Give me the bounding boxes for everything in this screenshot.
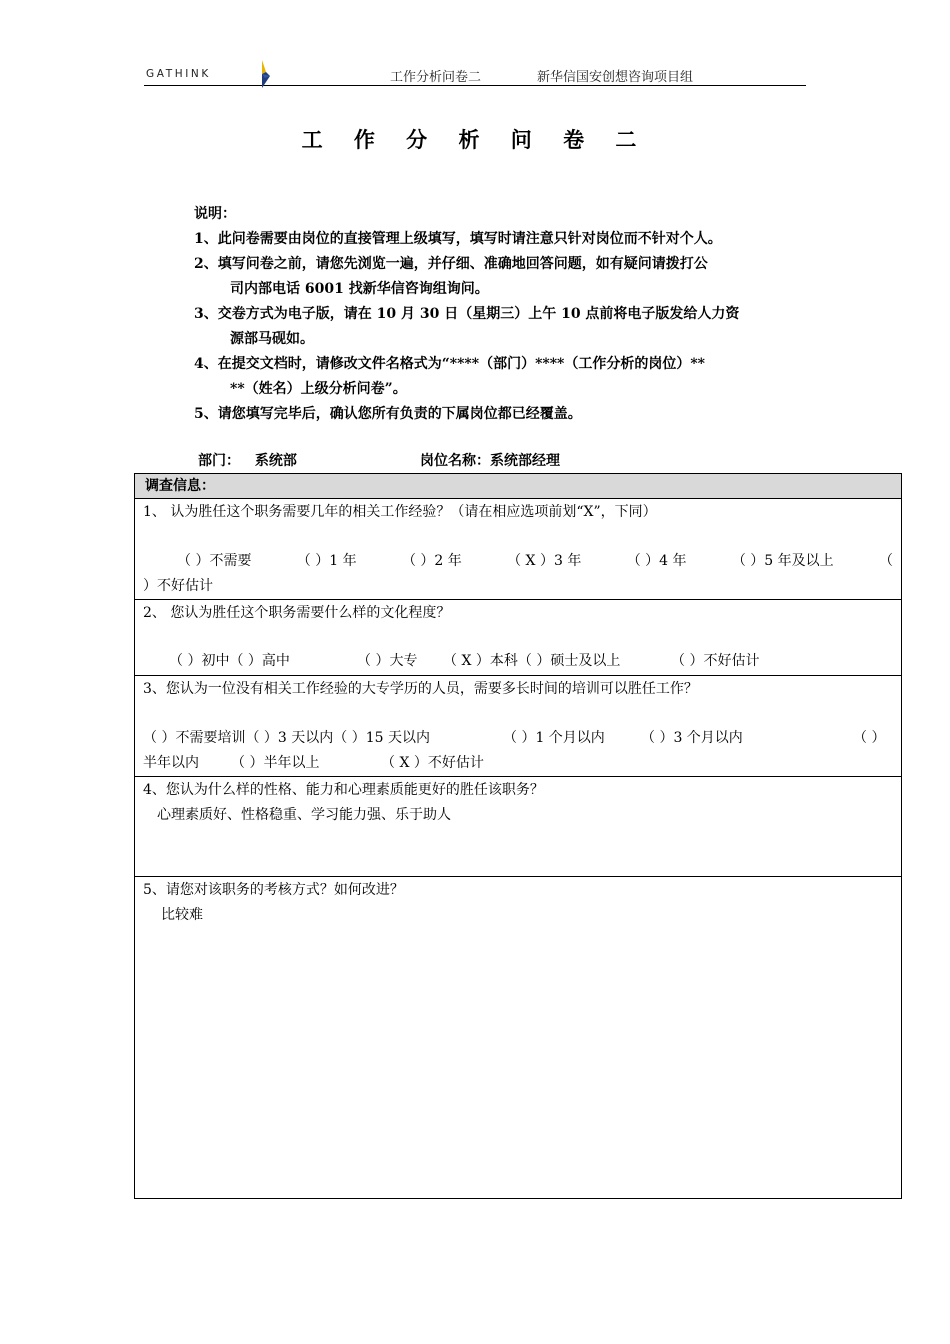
instruction-4-cont: **（姓名）上级分析问卷”。 (230, 381, 407, 397)
position-label: 岗位名称： (420, 453, 490, 469)
option-unsure[interactable]: ）不好估计 (143, 578, 213, 594)
option-5-plus-years[interactable]: （ ）5 年及以上 (731, 553, 834, 569)
option-college[interactable]: （ ）大专 (357, 653, 418, 669)
instruction-4: 4、在提交文档时，请修改文件名格式为“****（部门）****（工作分析的岗位）** (194, 356, 706, 372)
department-label: 部门： (198, 453, 240, 469)
option-unsure-open[interactable]: （ (879, 553, 893, 569)
question-5 (135, 877, 901, 1199)
question-1 (135, 499, 901, 600)
position-value: 系统部经理 (490, 453, 560, 469)
option-over-half-year[interactable]: （ ）半年以上 (231, 755, 320, 771)
option-4-years[interactable]: （ ）4 年 (626, 553, 687, 569)
header-title: 工作分析问卷二 (390, 70, 482, 85)
option-1-year[interactable]: （ ）1 年 (296, 553, 357, 569)
option-unsure[interactable]: （ X ）不好估计 (381, 755, 484, 771)
instructions (194, 202, 824, 427)
question-2 (135, 600, 901, 676)
logo-mark-icon (256, 60, 272, 88)
instruction-2: 2、填写问卷之前，请您先浏览一遍，并仔细、准确地回答问题，如有疑问请拨打公 (194, 256, 708, 272)
option-3-years[interactable]: （ X ）3 年 (507, 553, 582, 569)
question-4-text: 4、您认为什么样的性格、能力和心理素质能更好的胜任该职务？ (143, 782, 544, 798)
department-value: 系统部 (254, 453, 297, 469)
question-4 (135, 777, 901, 877)
question-3 (135, 676, 901, 777)
option-middle-high-school[interactable]: （ ）初中（ ）高中 (169, 653, 290, 669)
position-field (420, 450, 560, 470)
option-none[interactable]: （ ）不需要 (177, 553, 252, 569)
instruction-2-cont: 司内部电话 6001 找新华信咨询组询问。 (230, 281, 489, 297)
question-1-options (143, 551, 893, 571)
survey-header: 调查信息： (135, 474, 901, 499)
header-org: 新华信国安创想咨询项目组 (537, 70, 694, 85)
option-3-months[interactable]: （ ）3 个月以内 (641, 730, 743, 746)
option-bachelor-master[interactable]: （ X ）本科（ ）硕士及以上 (443, 653, 621, 669)
question-2-text: 2、 您认为胜任这个职务需要什么样的文化程度？ (143, 605, 451, 621)
option-half-year[interactable]: 半年以内 (143, 755, 199, 771)
question-5-text: 5、请您对该职务的考核方式？如何改进？ (143, 882, 404, 898)
option-1-month[interactable]: （ ）1 个月以内 (503, 730, 605, 746)
question-5-answer[interactable]: 比较难 (161, 907, 203, 923)
option-half-year-open[interactable]: （ ） (853, 730, 886, 746)
document-title: 工 作 分 析 问 卷 二 (301, 127, 649, 152)
option-unsure[interactable]: （ ）不好估计 (671, 653, 760, 669)
question-4-answer[interactable]: 心理素质好、性格稳重、学习能力强、乐于助人 (157, 807, 451, 823)
instruction-5: 5、请您填写完毕后，确认您所有负责的下属岗位都已经覆盖。 (194, 406, 582, 422)
logo-text: GATHINK (146, 68, 211, 80)
option-2-years[interactable]: （ ）2 年 (401, 553, 462, 569)
instruction-3-cont: 源部马砚如。 (230, 331, 314, 347)
page-header (144, 58, 806, 86)
department-field (198, 450, 297, 470)
instruction-1: 1、此问卷需要由岗位的直接管理上级填写，填写时请注意只针对岗位而不针对个人。 (194, 231, 722, 247)
question-1-text: 1、 认为胜任这个职务需要几年的相关工作经验？（请在相应选项前划“X”，下同） (143, 504, 657, 520)
instruction-3: 3、交卷方式为电子版，请在 10 月 30 日（星期三）上午 10 点前将电子版发给人力资 (194, 306, 740, 322)
survey-table (134, 473, 902, 1199)
instructions-label: 说明： (194, 206, 236, 222)
question-3-text: 3、您认为一位没有相关工作经验的大专学历的人员，需要多长时间的培训可以胜任工作？ (143, 681, 698, 697)
option-no-training-3d-15d[interactable]: （ ）不需要培训（ ）3 天以内（ ）15 天以内 (143, 730, 430, 746)
